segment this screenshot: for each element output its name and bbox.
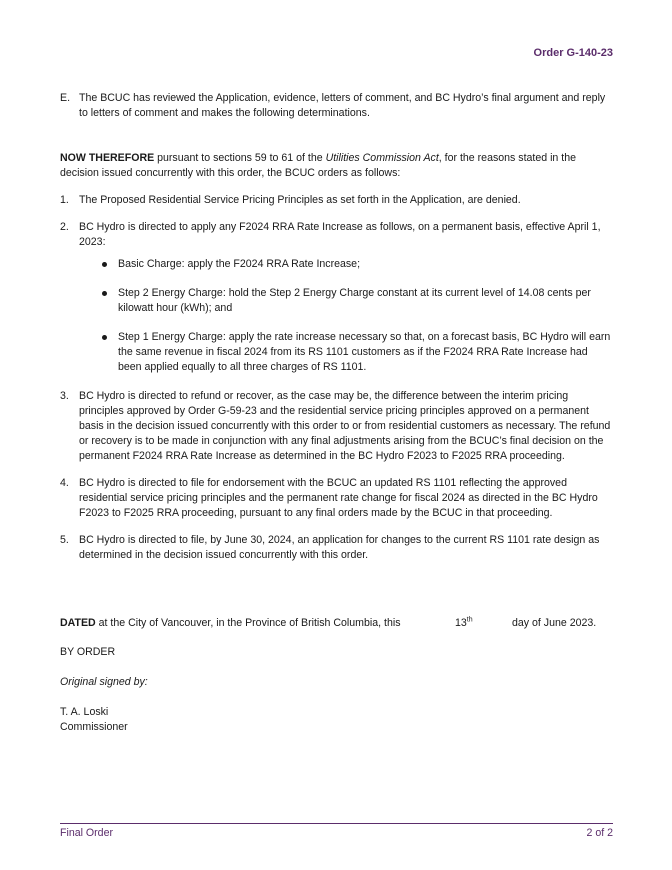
footer-doc-type: Final Order xyxy=(60,827,113,839)
order-text: BC Hydro is directed to refund or recover, as the case may be, the difference between the interim pricing principles approved by Order G-59-23 and the residential service pricing principles approved on a permanent basis in the decision issued concurrently with this order to or from residential customers as necessary. The refund or recovery is to be made in conjunction with any final adjustments arising from the BCUC’s final decision on the permanent F2024 RRA Rate Increase as determined in the BC Hydro F2023 to F2025 RRA proceeding. xyxy=(79,390,611,462)
order-marker: 4. xyxy=(60,477,69,489)
order-text: BC Hydro is directed to apply any F2024 RRA Rate Increase as follows, on a permanent basis, effective April 1, 2023: xyxy=(79,221,601,248)
order-2-bullets xyxy=(60,257,612,375)
bullet-dot xyxy=(102,291,107,296)
dated-text xyxy=(60,616,401,631)
footer-page-number: 2 of 2 xyxy=(586,827,613,839)
order-item-1 xyxy=(60,193,612,208)
order-text: BC Hydro is directed to file for endorsement with the BCUC an updated RS 1101 reflecting the approved residential service pricing principles and the permanent rate change for fiscal 2024 as directed in the BC Hydro F2023 to F2025 RRA proceeding, pursuant to any final orders made by the BCUC in that proceeding. xyxy=(79,477,598,519)
bullet-item xyxy=(60,330,612,375)
order-body xyxy=(60,91,612,563)
dated-label: DATED xyxy=(60,617,96,629)
order-item-2 xyxy=(60,220,612,250)
order-item-4 xyxy=(60,476,612,521)
now-therefore-text-before: pursuant to sections 59 to 61 of the xyxy=(154,152,326,164)
day-suffix: th xyxy=(466,616,473,624)
bullet-text: Basic Charge: apply the F2024 RRA Rate Increase; xyxy=(118,258,361,270)
order-text: BC Hydro is directed to file, by June 30, 2024, an application for changes to the current RS 1101 rate design as determined in the decision issued concurrently with this order. xyxy=(79,534,600,561)
act-name: Utilities Commission Act xyxy=(325,152,439,164)
recital-text: The BCUC has reviewed the Application, evidence, letters of comment, and BC Hydro’s final argument and reply to letters of comment and makes the following determinations. xyxy=(79,92,606,119)
order-number: Order G-140-23 xyxy=(533,47,613,59)
bullet-dot xyxy=(102,335,107,340)
order-marker: 3. xyxy=(60,390,69,402)
bullet-text: Step 2 Energy Charge: hold the Step 2 Energy Charge constant at its current level of 14.08 cents per kilowatt hour (kWh); and xyxy=(118,287,591,314)
bullet-dot xyxy=(102,262,107,267)
dated-day xyxy=(455,616,473,631)
bullet-item xyxy=(60,257,612,272)
recital-e xyxy=(60,91,612,121)
order-text: The Proposed Residential Service Pricing Principles as set forth in the Application, are denied. xyxy=(79,194,521,206)
dated-line xyxy=(60,616,620,632)
dated-month-year: day of June 2023. xyxy=(512,617,597,629)
signatory-name: T. A. Loski xyxy=(60,706,109,718)
footer-divider xyxy=(60,823,613,824)
recital-marker: E. xyxy=(60,92,71,104)
order-marker: 1. xyxy=(60,194,69,206)
dated-location: at the City of Vancouver, in the Province of British Columbia, this xyxy=(95,617,401,629)
now-therefore-paragraph xyxy=(60,151,612,181)
order-item-5 xyxy=(60,533,612,563)
bullet-item xyxy=(60,286,612,316)
order-marker: 5. xyxy=(60,534,69,546)
day-number: 13 xyxy=(455,617,467,629)
now-therefore-text-after: , for the reasons stated in the decision issued concurrently with this order, the BCUC orders as follows: xyxy=(60,152,576,179)
by-order: BY ORDER xyxy=(60,646,116,658)
original-signed-by: Original signed by: xyxy=(60,676,148,688)
now-therefore-label: NOW THEREFORE xyxy=(60,152,155,164)
order-marker: 2. xyxy=(60,221,69,233)
order-item-3 xyxy=(60,389,612,464)
bullet-text: Step 1 Energy Charge: apply the rate increase necessary so that, on a forecast basis, BC Hydro will earn the same revenue in fiscal 2024 from its RS 1101 customers as if the F2024 RRA Rate Increase had been applied equally to all three charges of RS 1101. xyxy=(118,331,611,373)
signatory-title: Commissioner xyxy=(60,721,128,733)
